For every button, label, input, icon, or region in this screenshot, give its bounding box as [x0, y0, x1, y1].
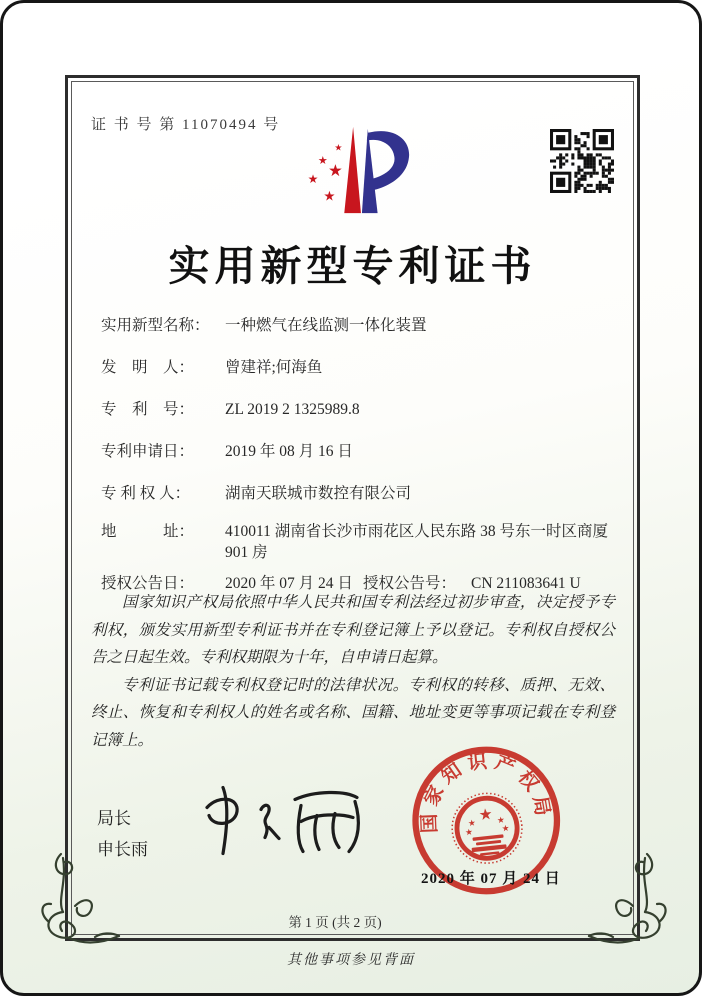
seal-date: 2020 年 07 月 24 日 [421, 871, 561, 887]
field-filing-date [101, 441, 613, 462]
grant-number-value: CN 211083641 U [471, 575, 581, 592]
certificate-fields [101, 315, 613, 595]
field-label: 地 址： [101, 523, 195, 540]
svg-text:★: ★ [307, 172, 319, 186]
field-value: 410011 湖南省长沙市雨花区人民东路 38 号东一时区商厦 901 房 [225, 523, 609, 561]
svg-text:★: ★ [327, 160, 343, 180]
svg-text:★: ★ [467, 817, 477, 829]
grant-date-label: 授权公告日： [101, 575, 195, 592]
corner-flourish-right-icon [582, 848, 677, 955]
field-label: 专 利 号： [101, 401, 195, 418]
svg-text:★: ★ [477, 805, 494, 825]
svg-text:★: ★ [334, 142, 343, 153]
back-side-note: 其他事项参见背面 [287, 953, 415, 968]
certificate-title: 实用新型专利证书 [168, 243, 537, 289]
grant-number-label: 授权公告号： [363, 575, 457, 592]
field-value: 一种燃气在线监测一体化装置 [225, 317, 427, 334]
field-label: 专 利 权 人： [101, 485, 191, 502]
director-name: 申长雨 [97, 840, 148, 859]
grant-date-value: 2020 年 07 月 24 日 [225, 575, 353, 592]
cnipa-logo-icon [299, 123, 417, 226]
field-patent-number [101, 399, 613, 420]
field-value: 曾建祥;何海鱼 [225, 359, 323, 376]
field-inventors [101, 357, 613, 378]
field-utility-model-name [101, 315, 613, 336]
field-value: 湖南天联城市数控有限公司 [225, 485, 412, 502]
field-label: 发 明 人： [101, 359, 195, 376]
corner-flourish-left-icon [31, 848, 126, 955]
director-signature-icon [195, 779, 375, 869]
svg-text:★: ★ [323, 188, 336, 204]
certificate-body-text [91, 589, 615, 754]
field-value: 2019 年 08 月 16 日 [225, 443, 353, 460]
svg-text:★: ★ [464, 826, 474, 838]
field-label: 专利申请日： [101, 443, 195, 460]
svg-text:★: ★ [501, 822, 510, 834]
body-paragraph-1: 国家知识产权局依照中华人民共和国专利法经过初步审查，决定授予专利权，颁发实用新型专利证书并在专利登记簿上予以登记。专利权自授权公告之日起生效。专利权期限为十年，自申请日起算。 [91, 594, 615, 666]
seal-text: 国家知识产权局 [419, 751, 554, 834]
field-patentee [101, 483, 613, 504]
field-value: ZL 2019 2 1325989.8 [225, 401, 360, 418]
page-number: 第 1 页 (共 2 页) [288, 915, 382, 930]
director-title: 局长 [97, 809, 131, 828]
field-address [101, 521, 613, 563]
qr-code-icon [550, 129, 614, 198]
svg-text:★: ★ [317, 155, 328, 168]
certificate-number: 证 书 号 第 11070494 号 [91, 117, 281, 133]
field-label: 实用新型名称： [101, 317, 210, 334]
body-paragraph-2: 专利证书记载专利权登记时的法律状况。专利权的转移、质押、无效、终止、恢复和专利权人的姓名或名称、国籍、地址变更等事项记载在专利登记簿上。 [91, 676, 615, 749]
svg-text:★: ★ [496, 814, 506, 826]
